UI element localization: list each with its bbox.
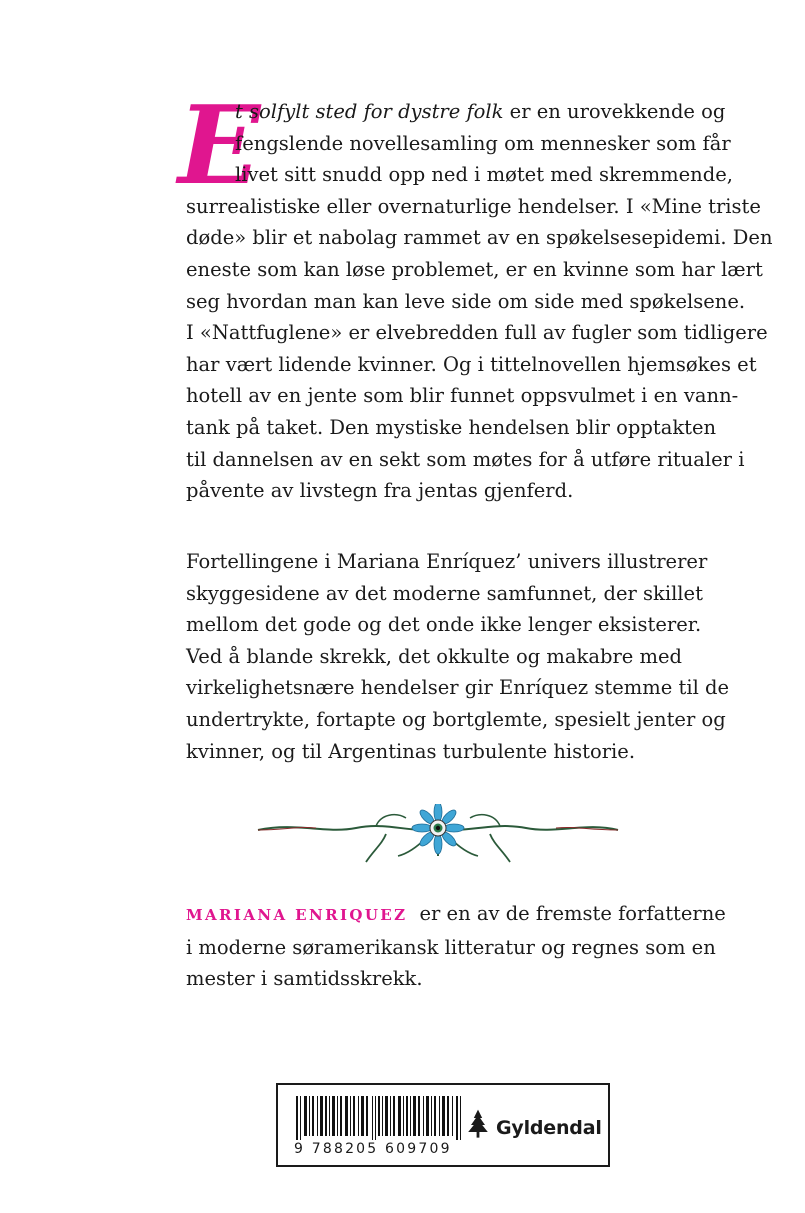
blurb-line xyxy=(186,96,726,128)
author-line: mester i samtidsskrekk. xyxy=(186,967,423,991)
author-line xyxy=(186,898,746,932)
isbn-number: 9 788205 609709 xyxy=(294,1141,452,1157)
book-title: t solfylt sted for dystre folk xyxy=(235,100,504,123)
ornament-eye-flower xyxy=(256,804,620,866)
blurb-line: surrealistiske eller overnaturlige hendelser. I «Mine triste xyxy=(186,194,761,218)
para-line: skyggesidene av det moderne samfunnet, der skillet xyxy=(186,581,703,605)
para-line: virkelighetsnære hendelser gir Enríquez stemme til de xyxy=(186,676,730,700)
para-line: kvinner, og til Argentinas turbulente historie. xyxy=(186,739,636,763)
blurb-line: livet sitt snudd opp ned i møtet med skremmende, xyxy=(235,163,733,187)
blurb-line-rest: er en urovekkende og xyxy=(503,100,726,123)
para-line: Ved å blande skrekk, det okkulte og makabre med xyxy=(186,644,683,668)
blurb-line: eneste som kan løse problemet, er en kvinne som har lært xyxy=(186,257,763,281)
blurb-line: seg hvordan man kan leve side om side med spøkelsene. xyxy=(186,289,746,313)
para-line: undertrykte, fortapte og bortglemte, spesielt jenter og xyxy=(186,707,726,731)
blurb-line: hotell av en jente som blir funnet oppsvulmet i en vann- xyxy=(186,384,739,408)
author-line-text: er en av de fremste forfatterne xyxy=(419,902,726,925)
pine-tree-logo-icon xyxy=(464,1105,492,1145)
blurb-line: fengslende novellesamling om mennesker som får xyxy=(235,131,731,155)
barcode-box xyxy=(276,1083,610,1167)
author-name: MARIANA ENRIQUEZ xyxy=(186,906,408,924)
para-line: Fortellingene i Mariana Enríquez’ univers illustrerer xyxy=(186,550,708,573)
blurb-line: har vært lidende kvinner. Og i tittelnovellen hjemsøkes et xyxy=(186,352,757,376)
blurb-line: døde» blir et nabolag rammet av en spøkelsesepidemi. Den xyxy=(186,226,773,250)
blurb-paragraph xyxy=(186,96,773,507)
author-line: i moderne søramerikansk litteratur og regnes som en xyxy=(186,935,716,959)
blurb-line: til dannelsen av en sekt som møtes for å utføre ritualer i xyxy=(186,447,745,471)
blurb-line: I «Nattfuglene» er elvebredden full av fugler som tidligere xyxy=(186,321,768,345)
para-line: mellom det gode og det onde ikke lenger eksisterer. xyxy=(186,613,702,637)
blurb-line: påvente av livstegn fra jentas gjenferd. xyxy=(186,479,574,503)
author-bio xyxy=(186,898,746,995)
second-paragraph xyxy=(186,546,730,767)
publisher-name: Gyldendal xyxy=(496,1117,602,1139)
blurb-line: tank på taket. Den mystiske hendelsen blir opptakten xyxy=(186,415,717,439)
barcode xyxy=(296,1096,464,1140)
drop-cap: E xyxy=(178,83,261,209)
